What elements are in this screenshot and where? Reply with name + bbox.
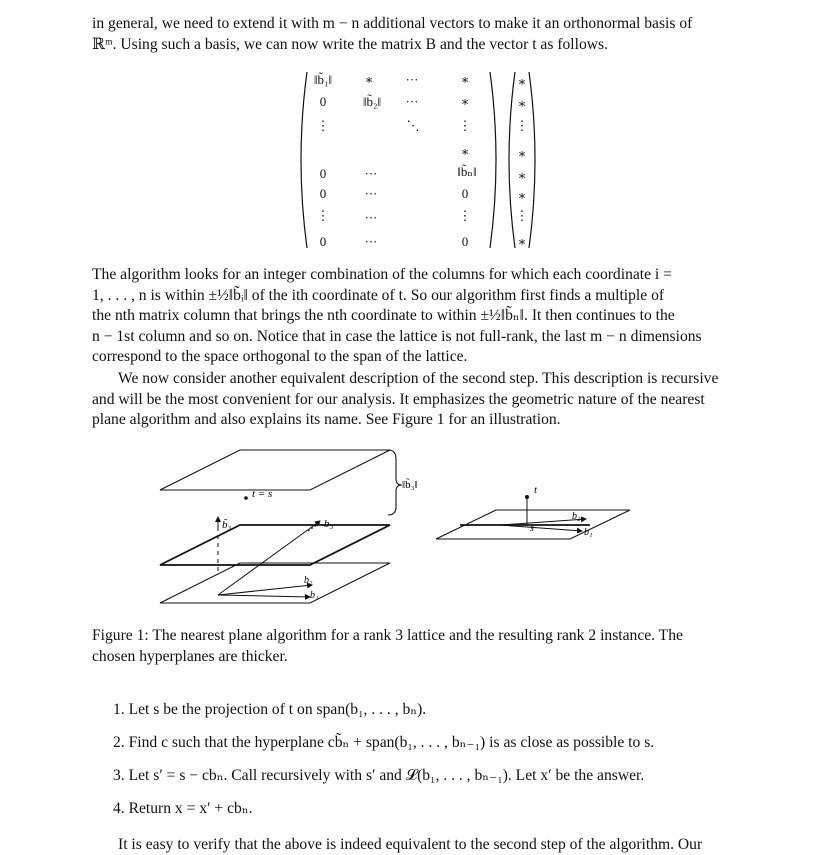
brace-label: ‖b̃₃‖: [402, 479, 418, 491]
matrix-cell: ⋮: [316, 118, 330, 133]
para1-line-4: n − 1st column and so on. Notice that in case the lattice is not full-rank, the last m − n dimensions: [92, 327, 702, 345]
label-s: s: [530, 523, 534, 534]
matrix-cell: ···: [364, 166, 378, 181]
matrix-cell: 0: [319, 94, 327, 109]
intro-line-1: in general, we need to extend it with m − n additional vectors to make it an orthonormal basis of: [92, 15, 693, 32]
matrix-cell: ···: [364, 234, 378, 249]
matrix-cell: ‖b̃₁‖: [313, 72, 333, 87]
label-b3-tilde: b̃₃: [222, 519, 232, 531]
point-t: [525, 495, 529, 499]
matrix-cell: ‖b̃ₙ‖: [457, 164, 477, 179]
para1-line-5: correspond to the space orthogonal to the span of the lattice.: [92, 348, 468, 366]
para2-line-2: and will be the most convenient for our analysis. It emphasizes the geometric nature of the nearest: [92, 390, 705, 408]
middle-plane: [160, 525, 390, 565]
matrix-cell: ⋮: [316, 208, 330, 223]
step-4: 4. Return x = x′ + cbₙ.: [113, 800, 253, 817]
matrix-cell: ∗: [460, 144, 470, 159]
closing-sentence: It is easy to verify that the above is indeed equivalent to the second step of the algorithm. Our: [118, 836, 703, 853]
matrix-cell: 0: [461, 186, 469, 201]
vector-cell: ∗: [517, 74, 527, 89]
matrix-cell: ···: [405, 72, 419, 87]
vector-cell: ⋮: [515, 208, 529, 223]
figure-caption: [92, 626, 740, 667]
label-b2: b₂: [304, 575, 313, 586]
vector-cell: ∗: [517, 168, 527, 183]
vector-cell: ∗: [517, 188, 527, 203]
caption-line-1: Figure 1: The nearest plane algorithm for a rank 3 lattice and the resulting rank 2 instance. The: [92, 627, 683, 644]
label-b1: b₁: [310, 590, 319, 601]
brace: [388, 450, 402, 515]
para1-line-1: The algorithm looks for an integer combination of the columns for which each coordinate i =: [92, 266, 672, 283]
matrix-cell: ···: [364, 210, 378, 225]
matrix-cell: ⋮: [458, 208, 472, 223]
recursive-description-paragraph: [92, 369, 740, 431]
caption-line-2: chosen hyperplanes are thicker.: [92, 647, 288, 665]
rank2-b1-arrow: [500, 525, 582, 531]
intro-line-2: ℝᵐ. Using such a basis, we can now write the matrix B and the vector t as follows.: [92, 35, 609, 53]
label-t-equals-s: t = s: [252, 488, 273, 500]
b2-arrow: [218, 585, 312, 595]
para2-line-3: plane algorithm and also explains its name. See Figure 1 for an illustration.: [92, 411, 561, 429]
matrix-cell: ···: [405, 94, 419, 109]
matrix-cell: ‖b̃₂‖: [362, 94, 382, 109]
vector-cell: ∗: [517, 146, 527, 161]
rank2-label-b1: b₁: [584, 527, 593, 538]
vector-cell: ∗: [517, 96, 527, 111]
vector-cell: ∗: [517, 234, 527, 249]
para1-line-3: the nth matrix column that brings the nth coordinate to within ±½‖b̃ₙ‖. It then continues to the: [92, 307, 675, 325]
nearest-plane-illustration: [150, 435, 630, 610]
matrix-cell: ∗: [460, 72, 470, 87]
label-t: t: [534, 484, 538, 496]
matrix-cell: 0: [319, 186, 327, 201]
matrix-cell: ⋱: [406, 118, 420, 133]
label-b3: b₃: [324, 518, 334, 530]
matrix-cell: 0: [461, 234, 469, 249]
algorithm-paragraph: [92, 265, 740, 368]
bottom-plane: [160, 563, 390, 603]
matrix-cell: ∗: [364, 72, 374, 87]
intro-paragraph: [92, 14, 740, 55]
para1-line-2: 1, . . . , n is within ±½‖b̃ᵢ‖ of the ith coordinate of t. So our algorithm first finds a multiple of: [92, 286, 665, 304]
step-3: 3. Let s′ = s − cbₙ. Call recursively with s′ and 𝓛(b₁, . . . , bₙ₋₁). Let x′ be the answer.: [113, 767, 645, 784]
b1-arrow: [218, 595, 310, 597]
top-plane: [160, 450, 390, 490]
matrix-cell: ∗: [460, 94, 470, 109]
matrix-cell: 0: [319, 234, 327, 249]
rank2-label-b2: b₂: [572, 511, 581, 522]
vector-cell: ⋮: [515, 118, 529, 133]
para2-line-1: We now consider another equivalent description of the second step. This description is recursive: [118, 370, 719, 387]
matrix-cell: ⋮: [458, 118, 472, 133]
matrix-cell: 0: [319, 166, 327, 181]
step-2: 2. Find c such that the hyperplane cb̃ₙ + span(b₁, . . . , bₙ₋₁) is as close as possible to s.: [113, 734, 655, 751]
step-1: 1. Let s be the projection of t on span(b₁, . . . , bₙ).: [113, 701, 427, 718]
figure-1-diagram: [150, 435, 630, 610]
matrix-b-and-vector-t: [297, 68, 537, 253]
matrix-cell: ···: [364, 186, 378, 201]
point-t-equals-s: [244, 496, 248, 500]
